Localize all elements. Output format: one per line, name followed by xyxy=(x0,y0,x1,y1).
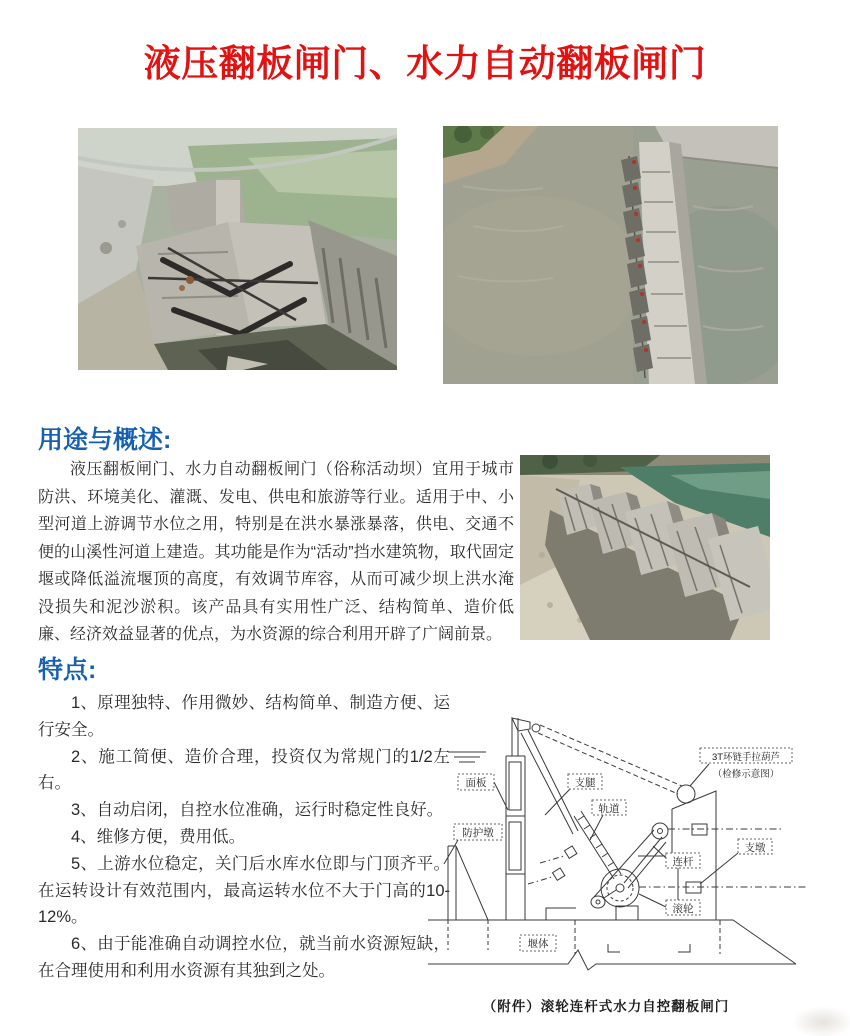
label-weir-body: 堰体 xyxy=(527,938,549,950)
label-support-leg: 支腿 xyxy=(574,777,596,789)
diagram-caption: （附件）滚轮连杆式水力自控翻板闸门 xyxy=(482,999,730,1014)
label-link-rod: 连杆 xyxy=(672,856,694,868)
weir-crest-aerial-photo xyxy=(443,126,778,384)
water-surface-symbol xyxy=(448,752,486,762)
feature-item: 6、由于能准确自动调控水位，就当前水资源短缺，在合理使用和利用水资源有其独到之处。 xyxy=(38,935,450,980)
feature-item: 5、上游水位稳定，关门后水库水位即与门顶齐平。在运转设计有效范围内，最高运转水位不大于门高的10-12%。 xyxy=(38,854,450,927)
photo-illustration xyxy=(78,128,397,370)
overview-section-heading: 用途与概述: xyxy=(38,426,172,454)
feature-item: 2、施工简便、造价合理，投资仅为常规门的1/2左右。 xyxy=(38,747,450,793)
label-hoist: 3T环链手拉葫芦 xyxy=(711,752,781,763)
label-track: 轨道 xyxy=(598,803,620,815)
label-roller: 滚轮 xyxy=(672,903,694,915)
flap-gate-row-photo xyxy=(520,455,770,640)
diagram-drawing xyxy=(428,698,850,1020)
features-list xyxy=(38,690,450,985)
overview-paragraph: 液压翻板闸门、水力自动翻板闸门（俗称活动坝）宜用于城市防洪、环境美化、灌溉、发电、供电和旅游等行业。适用于中、小型河道上游调节水位之用，特别是在洪水暴涨暴落，供电、交通不便的山溪性河道上建造。其功能是作为“活动”挡水建筑物，取代固定堰或降低溢流堰顶的高度，有效调节库容，从而可减少坝上洪水淹没损失和泥沙淤积。该产品具有实用性广泛、结构简单、造价低廉、经济效益显著的优点，为水资源的综合利用开辟了广阔前景。 xyxy=(38,461,514,643)
label-panel: 面板 xyxy=(465,777,487,789)
flap-gate-closeup-photo xyxy=(78,128,397,370)
scan-artifact xyxy=(792,1006,850,1036)
feature-item: 4、维修方便，费用低。 xyxy=(71,827,246,846)
label-hoist-note: （检修示意图） xyxy=(712,769,780,780)
page-title: 液压翻板闸门、水力自动翻板闸门 xyxy=(143,43,707,84)
feature-item: 3、自动启闭，自控水位准确，运行时稳定性良好。 xyxy=(71,801,444,820)
gate-mechanism-diagram xyxy=(428,698,850,1020)
features-section-heading: 特点: xyxy=(38,656,97,684)
photo-illustration xyxy=(520,455,770,640)
label-buttress: 支墩 xyxy=(744,842,766,854)
label-guard-pier: 防护墩 xyxy=(462,827,494,839)
photo-illustration xyxy=(443,126,778,384)
feature-item: 1、原理独特、作用微妙、结构简单、制造方便、运行安全。 xyxy=(38,694,450,739)
